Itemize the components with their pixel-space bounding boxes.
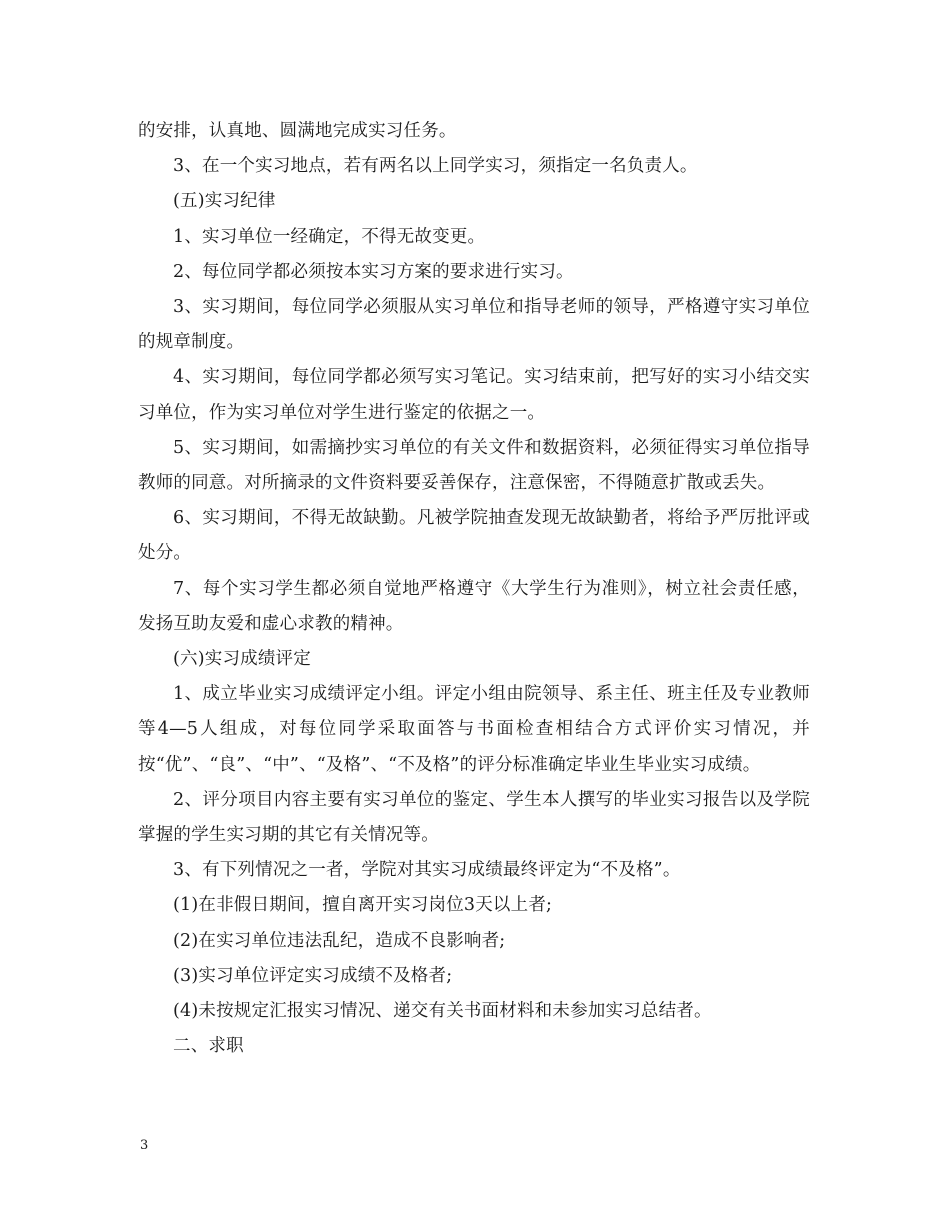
paragraph: 2、每位同学都必须按本实习方案的要求进行实习。 <box>173 261 574 282</box>
section-heading: 二、求职 <box>173 1036 244 1057</box>
page-number: 3 <box>140 1138 149 1153</box>
document-body <box>138 114 810 1064</box>
paragraph: 1、成立毕业实习成绩评定小组。评定小组由院领导、系主任、班主任及专业教师等4—5人组成，对每位同学采取面答与书面检查相结合方式评价实习情况，并按“优”、“良”、“中”、“及格”、“不及格”的评分标准确定毕业生毕业实习成绩。 <box>138 684 810 775</box>
paragraph: 4、实习期间，每位同学都必须写实习笔记。实习结束前，把写好的实习小结交实习单位，作为实习单位对学生进行鉴定的依据之一。 <box>138 367 810 423</box>
paragraph: 3、实习期间，每位同学必须服从实习单位和指导老师的领导，严格遵守实习单位的规章制度。 <box>138 297 810 353</box>
paragraph: 1、实习单位一经确定，不得无故变更。 <box>173 226 486 247</box>
list-item: (1)在非假日期间，擅自离开实习岗位3天以上者; <box>173 895 553 916</box>
paragraph: 3、有下列情况之一者，学院对其实习成绩最终评定为“不及格”。 <box>173 860 681 881</box>
list-item: (4)未按规定汇报实习情况、递交有关书面材料和未参加实习总结者。 <box>173 1001 712 1022</box>
list-item: (2)在实习单位违法乱纪，造成不良影响者; <box>173 930 506 951</box>
paragraph: 5、实习期间，如需摘抄实习单位的有关文件和数据资料，必须征得实习单位指导教师的同意。对所摘录的文件资料要妥善保存，注意保密，不得随意扩散或丢失。 <box>138 437 810 494</box>
section-heading: (六)实习成绩评定 <box>173 649 311 670</box>
paragraph: 的安排，认真地、圆满地完成实习任务。 <box>138 121 457 141</box>
section-heading: (五)实习纪律 <box>173 191 276 212</box>
paragraph: 2、评分项目内容主要有实习单位的鉴定、学生本人撰写的毕业实习报告以及学院掌握的学生实习期的其它有关情况等。 <box>138 789 810 846</box>
paragraph: 6、实习期间，不得无故缺勤。凡被学院抽查发现无故缺勤者，将给予严厉批评或处分。 <box>138 508 810 564</box>
paragraph: 7、每个实习学生都必须自觉地严格遵守《大学生行为准则》，树立社会责任感，发扬互助友爱和虚心求教的精神。 <box>138 578 810 634</box>
paragraph: 3、在一个实习地点，若有两名以上同学实习，须指定一名负责人。 <box>173 156 698 177</box>
list-item: (3)实习单位评定实习成绩不及格者; <box>173 965 453 986</box>
